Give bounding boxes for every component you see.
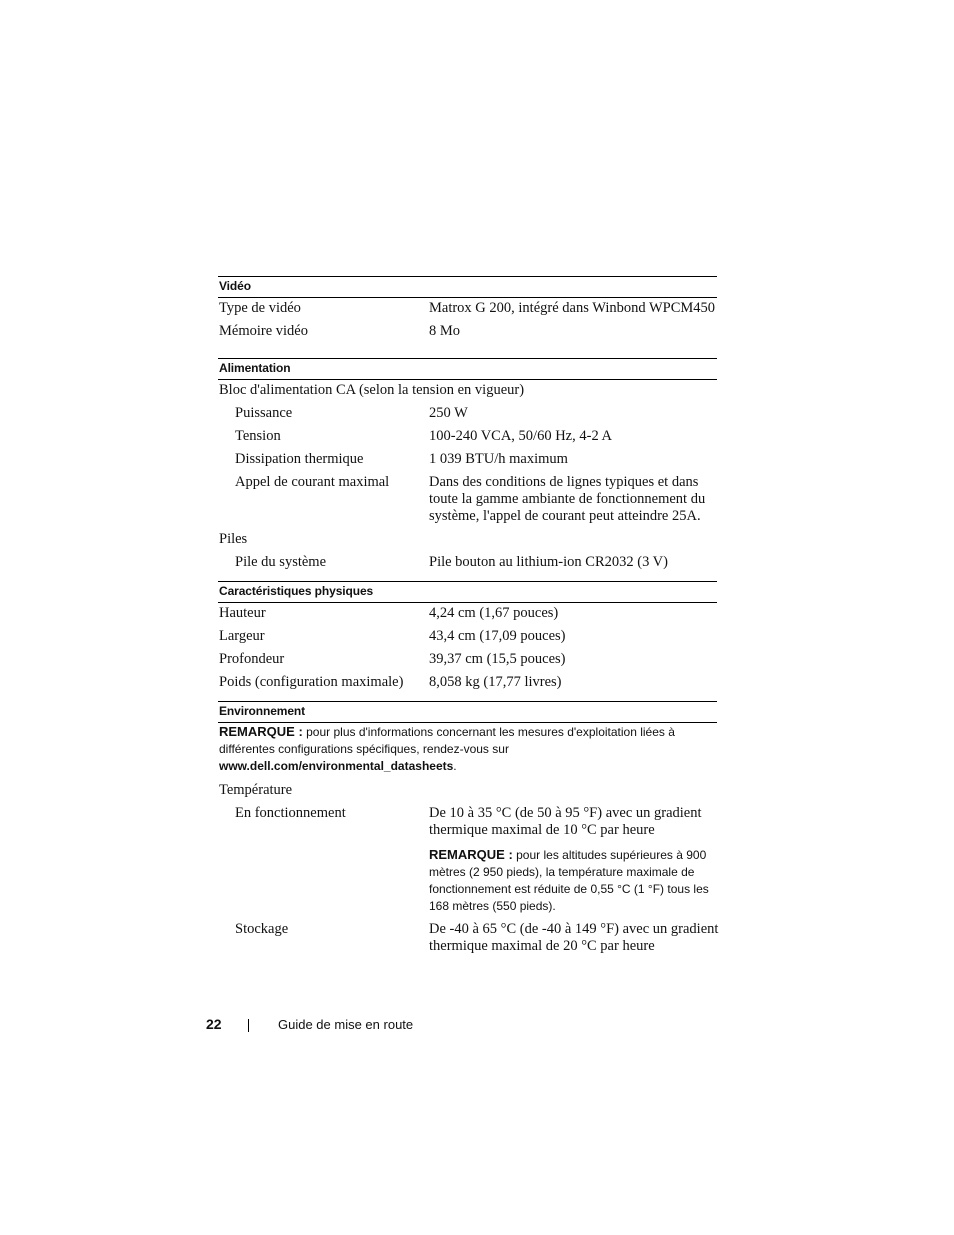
- spec-value: 4,24 cm (1,67 pouces): [429, 605, 559, 621]
- section-header-environment: Environnement: [218, 701, 717, 723]
- spec-value: Pile bouton au lithium-ion CR2032 (3 V): [429, 554, 668, 570]
- spec-row-weight: [218, 674, 717, 691]
- spec-row-depth: [218, 651, 717, 668]
- spec-value: 39,37 cm (15,5 pouces): [429, 651, 566, 667]
- spec-label: Dissipation thermique: [235, 451, 364, 467]
- spec-row-storage-temperature: [218, 921, 717, 955]
- spec-row-video-memory: [218, 323, 717, 340]
- spec-value: 8 Mo: [429, 323, 461, 339]
- datasheet-link[interactable]: www.dell.com/environmental_datasheets: [219, 759, 454, 773]
- spec-label: Profondeur: [219, 651, 285, 667]
- spec-table: [218, 276, 717, 955]
- note-label: REMARQUE :: [429, 847, 513, 862]
- spec-label: Stockage: [235, 921, 289, 937]
- note-text: pour plus d'informations concernant les mesures d'exploitation liées à différentes configurations spécifiques, rendez-vous sur: [219, 725, 675, 756]
- spec-label: Pile du système: [235, 554, 327, 570]
- spec-row-video-type: [218, 300, 717, 317]
- environment-note: [218, 723, 709, 775]
- spec-row-system-battery: [218, 554, 717, 571]
- spec-label: Mémoire vidéo: [219, 323, 308, 339]
- section-header-power: Alimentation: [218, 358, 717, 380]
- spec-row-heat-dissipation: [218, 451, 717, 468]
- spec-row-width: [218, 628, 717, 645]
- spec-label: Appel de courant maximal: [235, 474, 390, 490]
- spec-label: Tension: [235, 428, 281, 444]
- spec-row-voltage: [218, 428, 717, 445]
- section-header-physical: Caractéristiques physiques: [218, 581, 717, 603]
- spec-value: 250 W: [429, 405, 468, 421]
- note-end: .: [453, 759, 457, 773]
- spec-value: Matrox G 200, intégré dans Winbond WPCM450: [429, 300, 716, 316]
- spec-label: Type de vidéo: [219, 300, 301, 316]
- group-label-batteries: Piles: [219, 531, 248, 547]
- spec-label: Puissance: [235, 405, 293, 421]
- spec-label: Poids (configuration maximale): [219, 674, 404, 690]
- page-number: 22: [206, 1016, 222, 1032]
- footer-separator: [248, 1019, 249, 1032]
- group-label-ac-power: Bloc d'alimentation CA (selon la tension en vigueur): [219, 382, 525, 398]
- spec-label: Largeur: [219, 628, 265, 644]
- spec-row-operating-temperature: [218, 805, 717, 915]
- spec-value: 8,058 kg (17,77 livres): [429, 674, 562, 690]
- spec-value: De -40 à 65 °C (de -40 à 149 °F) avec un gradient thermique maximal de 20 °C par heure: [429, 921, 719, 954]
- spec-row-inrush-current: [218, 474, 717, 525]
- spec-value: Dans des conditions de lignes typiques et dans toute la gamme ambiante de fonctionnement du système, l'appel de courant peut atteindre 25A.: [429, 474, 706, 524]
- group-label-temperature: Température: [219, 782, 293, 798]
- spec-value: 43,4 cm (17,09 pouces): [429, 628, 566, 644]
- section-header-video: Vidéo: [218, 276, 717, 298]
- page-footer: [206, 1016, 706, 1034]
- spec-value: 100-240 VCA, 50/60 Hz, 4-2 A: [429, 428, 612, 444]
- spec-row-wattage: [218, 405, 717, 422]
- footer-title: Guide de mise en route: [278, 1017, 414, 1032]
- spec-label: Hauteur: [219, 605, 266, 621]
- spec-value: De 10 à 35 °C (de 50 à 95 °F) avec un gradient thermique maximal de 10 °C par heure: [429, 805, 702, 838]
- note-text: pour les altitudes supérieures à 900 mètres (2 950 pieds), la température maximale de fonctionnement est réduite de 0,55 °C (1 °F) tous les 168 mètres (550 pieds).: [429, 848, 709, 913]
- operating-altitude-note: [429, 846, 715, 915]
- spec-value: 1 039 BTU/h maximum: [429, 451, 568, 467]
- note-label: REMARQUE :: [219, 724, 303, 739]
- spec-row-height: [218, 605, 717, 622]
- spec-label: En fonctionnement: [235, 805, 346, 821]
